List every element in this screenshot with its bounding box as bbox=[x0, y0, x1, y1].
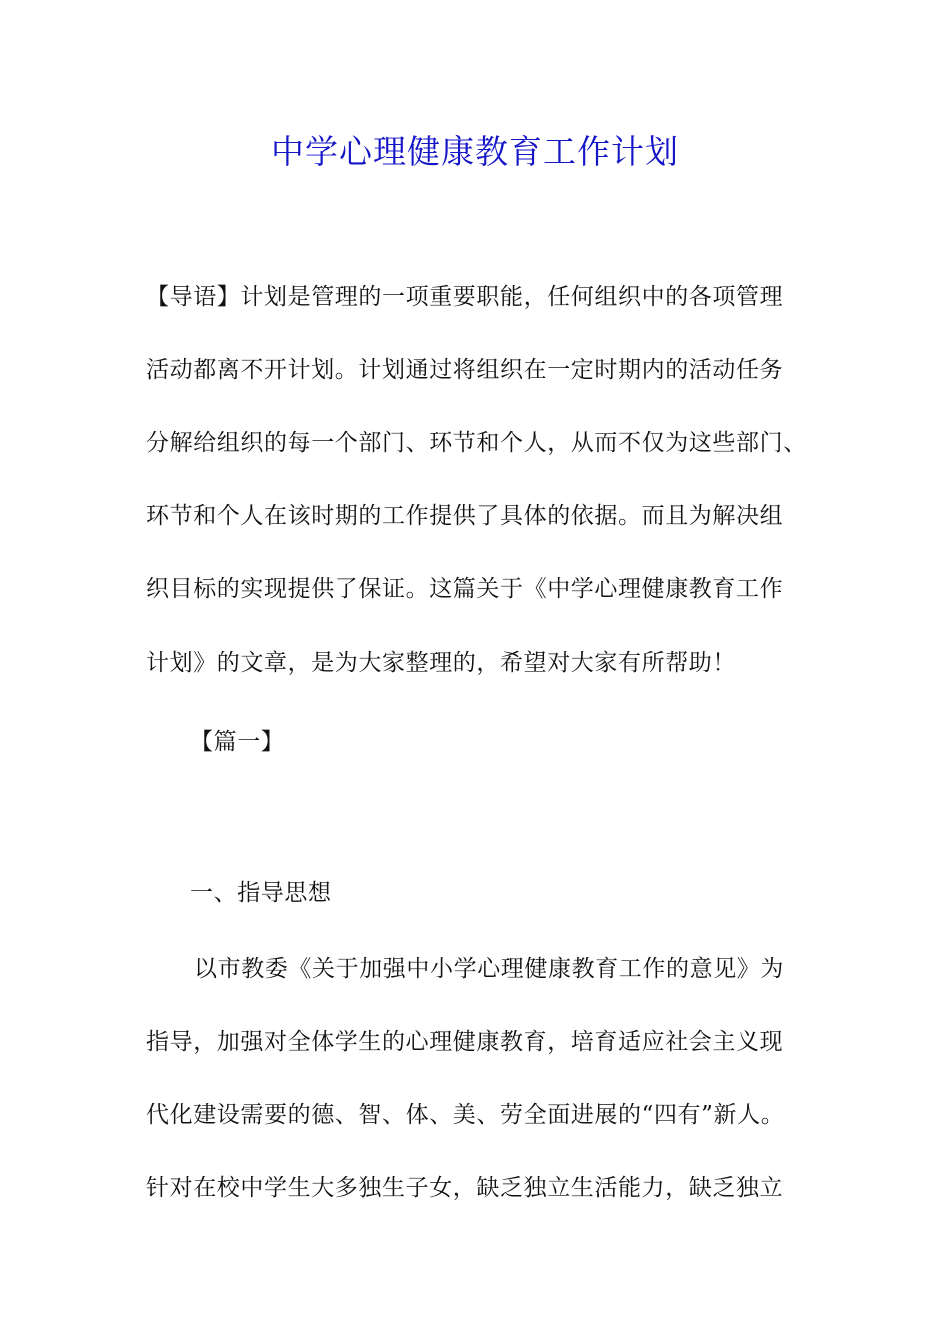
body-line: 针对在校中学生大多独生子女，缺乏独立生活能力，缺乏独立 bbox=[146, 1175, 784, 1201]
intro-line: 计划》的文章，是为大家整理的，希望对大家有所帮助！ bbox=[146, 650, 736, 676]
body-line: 指导，加强对全体学生的心理健康教育，培育适应社会主义现 bbox=[146, 1029, 784, 1055]
intro-line: 活动都离不开计划。计划通过将组织在一定时期内的活动任务 bbox=[146, 357, 784, 383]
document-title: 中学心理健康教育工作计划 bbox=[271, 132, 679, 171]
section-heading: 一、指导思想 bbox=[190, 880, 332, 906]
part-label: 【篇一】 bbox=[190, 729, 285, 755]
intro-line: 分解给组织的每一个部门、环节和个人，从而不仅为这些部门、 bbox=[146, 430, 807, 456]
intro-line: 环节和个人在该时期的工作提供了具体的依据。而且为解决组 bbox=[146, 503, 784, 529]
body-line: 以市教委《关于加强中小学心理健康教育工作的意见》为 bbox=[194, 956, 784, 982]
body-line: 代化建设需要的德、智、体、美、劳全面进展的“四有”新人。 bbox=[146, 1102, 785, 1128]
intro-line: 【导语】计划是管理的一项重要职能，任何组织中的各项管理 bbox=[146, 284, 784, 310]
intro-line: 织目标的实现提供了保证。这篇关于《中学心理健康教育工作 bbox=[146, 576, 784, 602]
